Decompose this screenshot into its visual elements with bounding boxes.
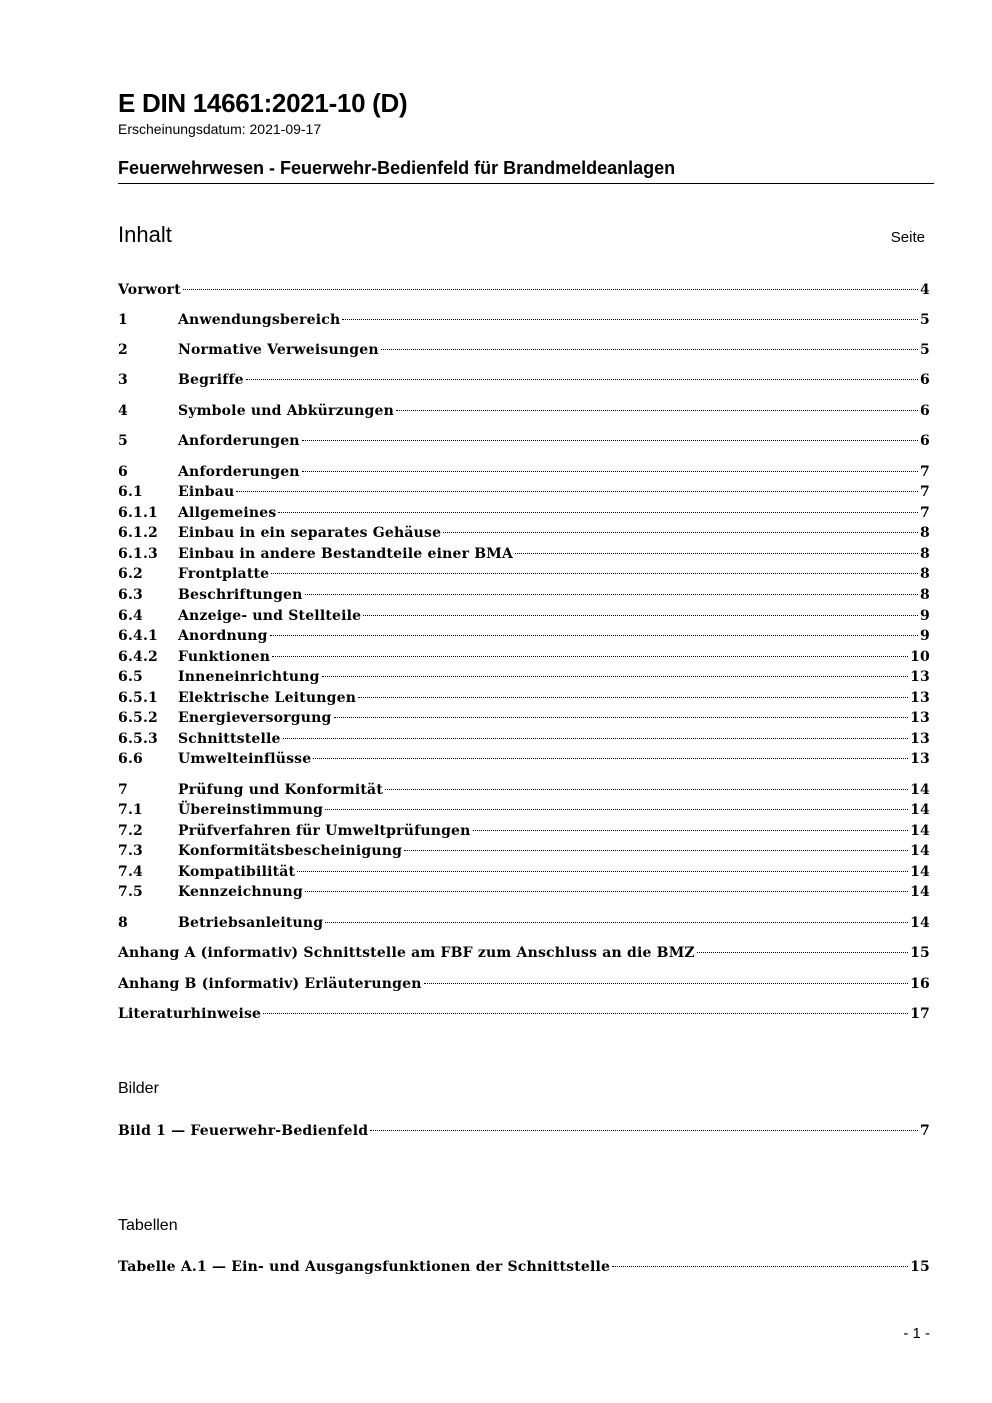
toc-entry[interactable] <box>118 882 930 902</box>
toc-entry-number: 6.5.3 <box>118 731 158 747</box>
toc-entry-page: 9 <box>920 608 930 624</box>
toc-entry-number: 6.5.1 <box>118 690 158 706</box>
toc-entry-title: Schnittstelle <box>178 731 281 747</box>
toc-entry-page: 8 <box>920 587 930 603</box>
toc-entry-number: 5 <box>118 433 128 449</box>
toc-entry-number: 6.1.3 <box>118 546 158 562</box>
toc-entry-page: 7 <box>920 484 930 500</box>
dot-leader <box>385 789 908 790</box>
dot-leader <box>272 656 908 657</box>
toc-entry-title: Literaturhinweise <box>118 1006 262 1022</box>
page-number: - 1 - <box>903 1325 930 1342</box>
toc-entry[interactable] <box>118 431 930 451</box>
toc-entry[interactable] <box>118 862 930 882</box>
toc-entry-title: Funktionen <box>178 649 271 665</box>
toc-entry-page: 17 <box>910 1006 930 1022</box>
toc-entry[interactable] <box>118 913 930 933</box>
toc-entry-page: 14 <box>910 802 930 818</box>
toc-entry-title: Konformitätsbescheinigung <box>178 843 403 859</box>
toc-entry-number: 6.4.1 <box>118 628 158 644</box>
toc-entry[interactable] <box>118 667 930 687</box>
dot-leader <box>370 1130 918 1131</box>
toc-entry-title: Bild 1 — Feuerwehr-Bedienfeld <box>118 1123 369 1139</box>
toc-entry[interactable] <box>118 729 930 749</box>
toc-entry-number: 4 <box>118 403 128 419</box>
toc-entry[interactable] <box>118 1121 930 1141</box>
dot-leader <box>271 573 918 574</box>
toc-entry-title: Kennzeichnung <box>178 884 303 900</box>
toc-entry-page: 8 <box>920 566 930 582</box>
toc-entry[interactable] <box>118 626 930 646</box>
toc-entry[interactable] <box>118 780 930 800</box>
toc-entry-number: 6.3 <box>118 587 143 603</box>
toc-entry-page: 13 <box>910 731 930 747</box>
toc-entry-number: 8 <box>118 915 128 931</box>
toc-entry-page: 14 <box>910 915 930 931</box>
contents-heading: Inhalt <box>118 222 172 247</box>
toc-entry-number: 6.1 <box>118 484 143 500</box>
dot-leader <box>515 553 918 554</box>
header-divider <box>118 183 934 184</box>
toc-entry-title: Elektrische Leitungen <box>178 690 357 706</box>
toc-entry-page: 14 <box>910 864 930 880</box>
document-id: E DIN 14661:2021-10 (D) <box>118 88 408 118</box>
toc-entry-number: 6.5 <box>118 669 143 685</box>
toc-entry-title: Einbau <box>178 484 235 500</box>
dot-leader <box>270 635 918 636</box>
toc-entry-page: 8 <box>920 546 930 562</box>
toc-entry-title: Anhang A (informativ) Schnittstelle am FBF zum Anschluss an die BMZ <box>118 945 695 961</box>
toc-entry[interactable] <box>118 544 930 564</box>
dot-leader <box>342 319 918 320</box>
toc-entry-page: 9 <box>920 628 930 644</box>
toc-entry-title: Betriebsanleitung <box>178 915 324 931</box>
toc-entry-title: Anordnung <box>178 628 268 644</box>
toc-entry-number: 7 <box>118 782 128 798</box>
toc-entry[interactable] <box>118 503 930 523</box>
dot-leader <box>263 1013 908 1014</box>
toc-entry[interactable] <box>118 523 930 543</box>
toc-entry-title: Anzeige- und Stellteile <box>178 608 362 624</box>
tables-heading: Tabellen <box>118 1217 178 1234</box>
toc-entry[interactable] <box>118 340 930 360</box>
toc-entry-page: 6 <box>920 433 930 449</box>
toc-entry[interactable] <box>118 841 930 861</box>
toc-entry-page: 14 <box>910 884 930 900</box>
toc-entry[interactable] <box>118 708 930 728</box>
toc-entry-title: Umwelteinflüsse <box>178 751 312 767</box>
toc-entry-page: 5 <box>920 312 930 328</box>
dot-leader <box>334 717 909 718</box>
dot-leader <box>313 758 908 759</box>
toc-entry-title: Inneneinrichtung <box>178 669 320 685</box>
toc-entry-number: 6.1.2 <box>118 525 158 541</box>
dot-leader <box>236 491 918 492</box>
toc-entry[interactable] <box>118 800 930 820</box>
toc-entry[interactable] <box>118 585 930 605</box>
toc-entry-title: Allgemeines <box>178 505 277 521</box>
toc-entry-page: 7 <box>920 1123 930 1139</box>
toc-entry-title: Prüfverfahren für Umweltprüfungen <box>178 823 471 839</box>
dot-leader <box>443 532 918 533</box>
toc-entry-number: 6 <box>118 464 128 480</box>
toc-entry[interactable] <box>118 564 930 584</box>
toc-entry-title: Übereinstimmung <box>178 802 324 818</box>
toc-entry-title: Prüfung und Konformität <box>178 782 383 798</box>
dot-leader <box>396 410 918 411</box>
toc-entry-page: 7 <box>920 505 930 521</box>
figures-heading: Bilder <box>118 1080 159 1097</box>
toc-entry[interactable] <box>118 401 930 421</box>
toc-entry-title: Anhang B (informativ) Erläuterungen <box>118 976 422 992</box>
toc-entry-number: 7.4 <box>118 864 143 880</box>
dot-leader <box>302 440 918 441</box>
toc-entry-number: 7.3 <box>118 843 143 859</box>
dot-leader <box>278 512 918 513</box>
dot-leader <box>363 615 918 616</box>
toc-entry-page: 13 <box>910 669 930 685</box>
toc-entry-title: Anforderungen <box>178 464 300 480</box>
toc-entry[interactable] <box>118 482 930 502</box>
toc-entry-page: 14 <box>910 823 930 839</box>
toc-entry-page: 7 <box>920 464 930 480</box>
toc-entry-page: 13 <box>910 751 930 767</box>
toc-entry-title: Symbole und Abkürzungen <box>178 403 394 419</box>
page-column-label: Seite <box>890 229 925 246</box>
toc-entry-page: 6 <box>920 403 930 419</box>
dot-leader <box>183 289 918 290</box>
toc-entry[interactable] <box>118 370 930 390</box>
dot-leader <box>297 871 908 872</box>
toc-entry-title: Anwendungsbereich <box>178 312 341 328</box>
toc-entry-page: 13 <box>910 690 930 706</box>
toc-entry-title: Kompatibilität <box>178 864 296 880</box>
dot-leader <box>322 676 909 677</box>
toc-entry-number: 6.2 <box>118 566 143 582</box>
issue-date: Erscheinungsdatum: 2021-09-17 <box>118 121 322 137</box>
toc-entry-title: Einbau in andere Bestandteile einer BMA <box>178 546 514 562</box>
toc-entry-title: Anforderungen <box>178 433 300 449</box>
dot-leader <box>302 471 918 472</box>
dot-leader <box>325 809 908 810</box>
toc-entry-page: 4 <box>920 282 930 298</box>
toc-entry-title: Einbau in ein separates Gehäuse <box>178 525 442 541</box>
toc-entry-title: Frontplatte <box>178 566 270 582</box>
toc-entry-page: 13 <box>910 710 930 726</box>
toc-entry-number: 6.6 <box>118 751 143 767</box>
toc-entry-page: 14 <box>910 843 930 859</box>
toc-entry-number: 6.1.1 <box>118 505 158 521</box>
dot-leader <box>283 738 908 739</box>
toc-entry[interactable] <box>118 974 930 994</box>
toc-entry-number: 3 <box>118 372 128 388</box>
toc-entry-number: 6.4.2 <box>118 649 158 665</box>
toc-entry-page: 5 <box>920 342 930 358</box>
toc-entry[interactable] <box>118 1257 930 1277</box>
toc-entry-number: 6.5.2 <box>118 710 158 726</box>
toc-entry[interactable] <box>118 280 930 300</box>
toc-entry-page: 10 <box>910 649 930 665</box>
dot-leader <box>381 349 918 350</box>
toc-entry[interactable] <box>118 1004 930 1024</box>
toc-entry[interactable] <box>118 606 930 626</box>
toc-entry-title: Vorwort <box>118 282 181 298</box>
dot-leader <box>612 1266 908 1267</box>
dot-leader <box>305 594 919 595</box>
toc-entry-number: 2 <box>118 342 128 358</box>
dot-leader <box>246 379 918 380</box>
toc-entry[interactable] <box>118 688 930 708</box>
toc-entry-page: 15 <box>910 945 930 961</box>
toc-entry-title: Energieversorgung <box>178 710 332 726</box>
toc-entry-page: 14 <box>910 782 930 798</box>
toc-entry-page: 16 <box>910 976 930 992</box>
toc-entry-title: Normative Verweisungen <box>178 342 379 358</box>
toc-entry[interactable] <box>118 462 930 482</box>
toc-entry-title: Tabelle A.1 — Ein- und Ausgangsfunktionen der Schnittstelle <box>118 1259 611 1275</box>
toc-entry[interactable] <box>118 821 930 841</box>
toc-entry-page: 15 <box>910 1259 930 1275</box>
document-subject: Feuerwehrwesen - Feuerwehr-Bedienfeld für Brandmeldeanlagen <box>118 158 676 178</box>
toc-entry-title: Begriffe <box>178 372 244 388</box>
toc-entry-page: 6 <box>920 372 930 388</box>
dot-leader <box>325 922 908 923</box>
toc-entry-number: 7.1 <box>118 802 143 818</box>
dot-leader <box>424 983 909 984</box>
toc-entry-number: 7.5 <box>118 884 143 900</box>
toc-entry[interactable] <box>118 647 930 667</box>
dot-leader <box>404 850 908 851</box>
dot-leader <box>697 952 908 953</box>
toc-entry-number: 7.2 <box>118 823 143 839</box>
toc-entry-title: Beschriftungen <box>178 587 303 603</box>
toc-entry[interactable] <box>118 943 930 963</box>
dot-leader <box>358 697 908 698</box>
dot-leader <box>473 830 909 831</box>
toc-entry-number: 6.4 <box>118 608 143 624</box>
toc-entry-number: 1 <box>118 312 128 328</box>
toc-entry[interactable] <box>118 749 930 769</box>
toc-entry[interactable] <box>118 310 930 330</box>
toc-entry-page: 8 <box>920 525 930 541</box>
dot-leader <box>305 891 908 892</box>
